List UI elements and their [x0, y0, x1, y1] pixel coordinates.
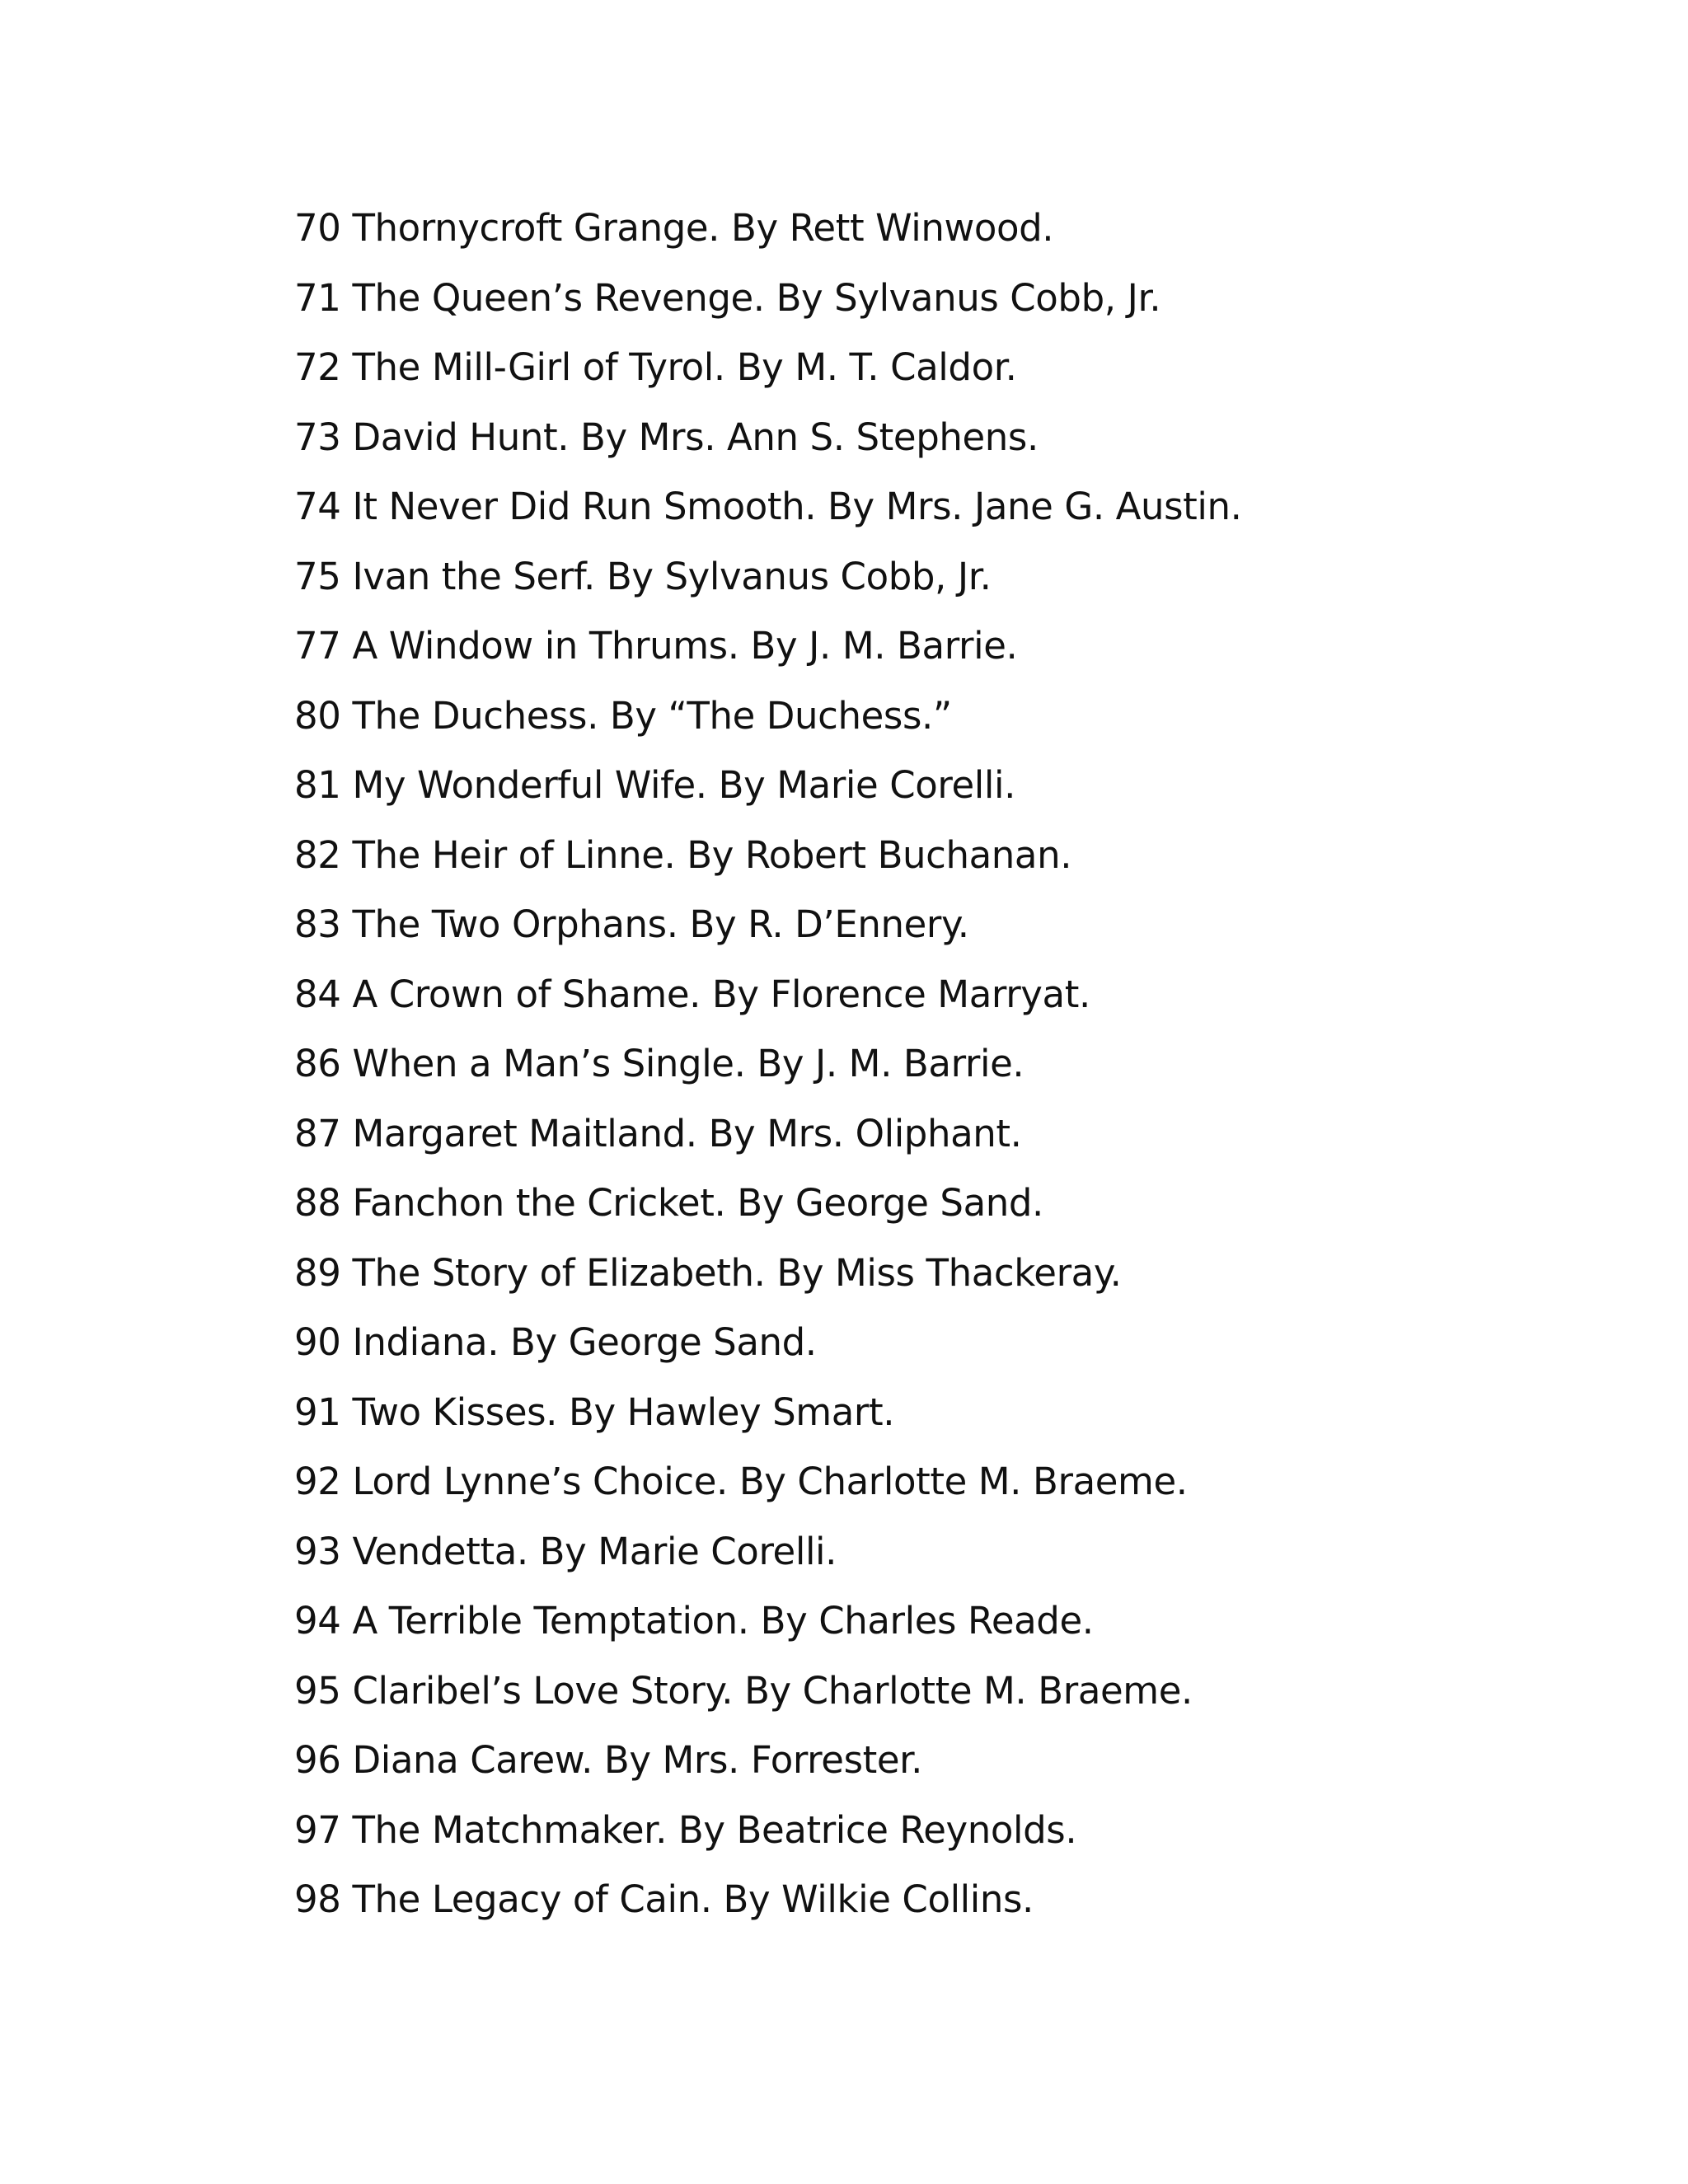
entry-number: 83	[294, 902, 341, 946]
entry-title: Ivan the Serf. By Sylvanus Cobb, Jr.	[352, 554, 992, 598]
list-item	[294, 1239, 1242, 1309]
entry-title: The Story of Elizabeth. By Miss Thackeray.	[352, 1250, 1122, 1295]
list-item	[294, 472, 1242, 542]
entry-number: 73	[294, 415, 341, 459]
list-item	[294, 682, 1242, 752]
entry-title: Lord Lynne’s Choice. By Charlotte M. Braeme.	[352, 1460, 1188, 1503]
entry-title: Diana Carew. By Mrs. Forrester.	[352, 1738, 923, 1782]
list-item	[294, 1586, 1242, 1657]
entry-number: 74	[294, 485, 341, 528]
list-item	[294, 403, 1242, 473]
entry-number: 71	[294, 275, 341, 320]
entry-number: 86	[294, 1042, 341, 1085]
entry-title: Margaret Maitland. By Mrs. Oliphant.	[352, 1111, 1022, 1155]
entry-title: The Queen’s Revenge. By Sylvanus Cobb, Jr.	[352, 275, 1161, 320]
entry-number: 96	[294, 1738, 341, 1782]
entry-number: 87	[294, 1111, 341, 1155]
entry-title: My Wonderful Wife. By Marie Corelli.	[352, 763, 1015, 807]
entry-title: It Never Did Run Smooth. By Mrs. Jane G. Austin.	[352, 485, 1242, 528]
entry-title: A Crown of Shame. By Florence Marryat.	[352, 972, 1090, 1016]
list-item	[294, 612, 1242, 682]
entry-number: 95	[294, 1668, 341, 1713]
entry-title: David Hunt. By Mrs. Ann S. Stephens.	[352, 415, 1039, 459]
entry-title: Indiana. By George Sand.	[352, 1320, 817, 1364]
entry-title: When a Man’s Single. By J. M. Barrie.	[352, 1042, 1025, 1085]
list-item	[294, 1169, 1242, 1239]
entry-number: 70	[294, 206, 341, 250]
entry-title: The Two Orphans. By R. D’Ennery.	[352, 902, 969, 946]
entry-title: Thornycroft Grange. By Rett Winwood.	[352, 206, 1054, 250]
entry-title: The Heir of Linne. By Robert Buchanan.	[352, 832, 1072, 877]
entry-number: 75	[294, 554, 341, 598]
entry-title: The Matchmaker. By Beatrice Reynolds.	[352, 1807, 1077, 1852]
entry-title: A Window in Thrums. By J. M. Barrie.	[352, 624, 1018, 668]
entry-number: 89	[294, 1250, 341, 1295]
entry-number: 94	[294, 1599, 341, 1643]
entry-title: The Legacy of Cain. By Wilkie Collins.	[352, 1877, 1034, 1921]
entry-number: 88	[294, 1181, 341, 1225]
entry-number: 90	[294, 1320, 341, 1364]
list-item	[294, 194, 1242, 264]
entry-number: 98	[294, 1877, 341, 1921]
list-item	[294, 1099, 1242, 1169]
entry-number: 91	[294, 1390, 341, 1434]
list-item	[294, 1865, 1242, 1935]
list-item	[294, 1796, 1242, 1866]
entry-number: 97	[294, 1807, 341, 1852]
entry-number: 92	[294, 1460, 341, 1503]
entry-title: The Mill-Girl of Tyrol. By M. T. Caldor.	[352, 345, 1017, 389]
list-item	[294, 960, 1242, 1030]
entry-title: Two Kisses. By Hawley Smart.	[352, 1390, 895, 1434]
entry-title: Fanchon the Cricket. By George Sand.	[352, 1181, 1043, 1225]
entry-title: A Terrible Temptation. By Charles Reade.	[352, 1599, 1094, 1643]
list-item	[294, 1657, 1242, 1727]
list-item	[294, 1308, 1242, 1378]
list-item	[294, 1447, 1242, 1517]
entry-number: 72	[294, 345, 341, 389]
entry-number: 82	[294, 832, 341, 877]
list-item	[294, 333, 1242, 403]
list-item	[294, 1726, 1242, 1796]
list-item	[294, 890, 1242, 960]
entry-number: 80	[294, 693, 341, 738]
list-item	[294, 1378, 1242, 1448]
entry-number: 77	[294, 624, 341, 668]
list-item	[294, 1517, 1242, 1587]
entry-number: 81	[294, 763, 341, 807]
list-item	[294, 542, 1242, 612]
list-item	[294, 1029, 1242, 1099]
list-item	[294, 751, 1242, 821]
entry-number: 93	[294, 1529, 341, 1573]
entry-title: Claribel’s Love Story. By Charlotte M. Braeme.	[352, 1668, 1193, 1713]
entry-title: The Duchess. By “The Duchess.”	[352, 693, 952, 738]
list-item	[294, 264, 1242, 334]
list-item	[294, 821, 1242, 891]
book-list	[294, 194, 1242, 1935]
entry-number: 84	[294, 972, 341, 1016]
entry-title: Vendetta. By Marie Corelli.	[352, 1529, 837, 1573]
